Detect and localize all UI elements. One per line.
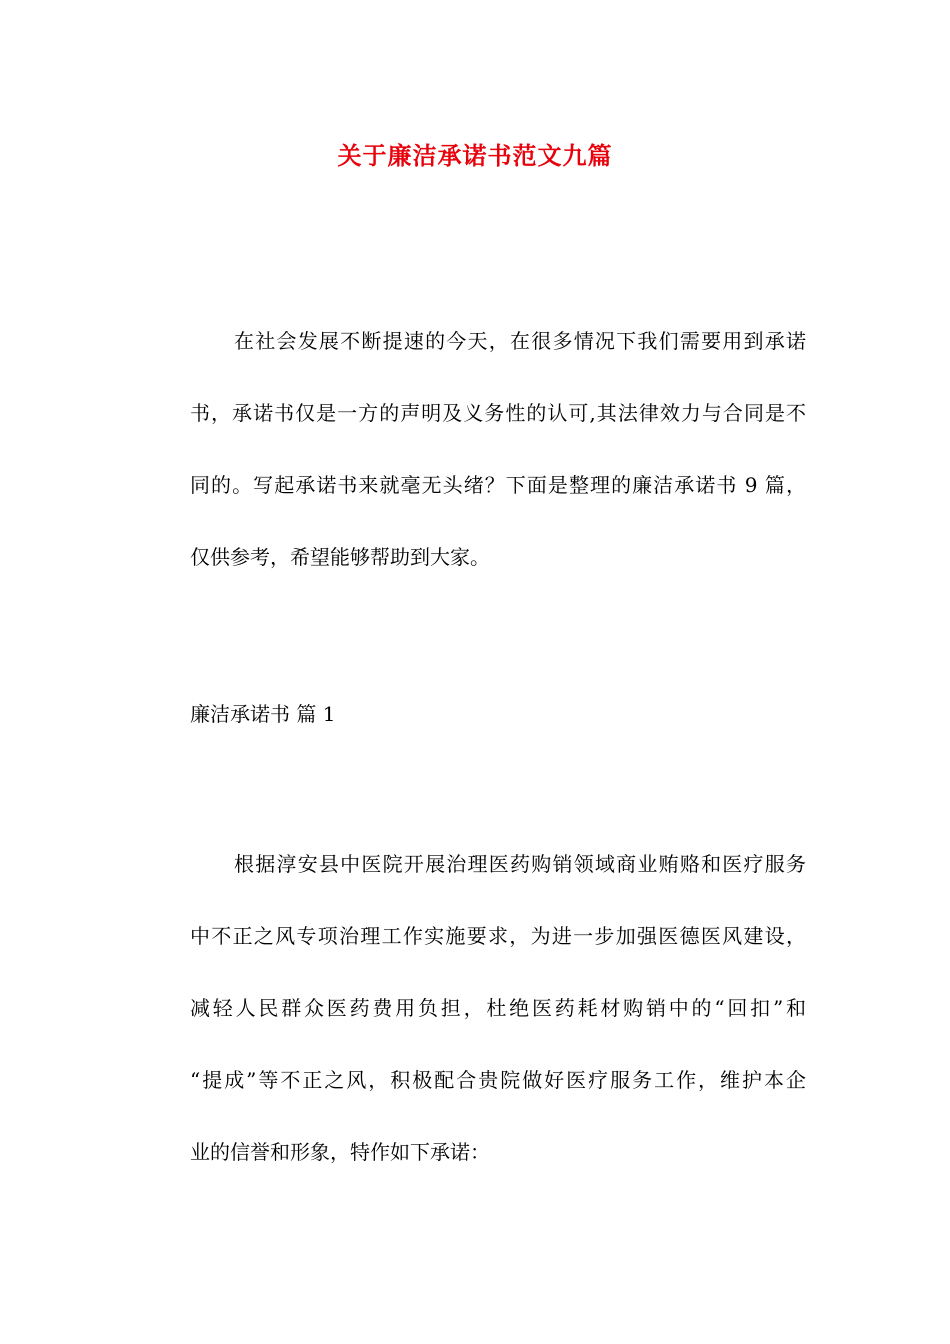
- document-title: 关于廉洁承诺书范文九篇: [337, 141, 613, 170]
- intro-line: 仅供参考，希望能够帮助到大家。: [190, 545, 490, 569]
- body-paragraph: [146, 828, 806, 1188]
- body-line: 中不正之风专项治理工作实施要求，为进一步加强医德医风建设，: [190, 924, 806, 948]
- section-heading: 廉洁承诺书 篇 1: [190, 702, 336, 726]
- body-line: “提成”等不正之风，积极配合贵院做好医疗服务工作，维护本企: [190, 1068, 806, 1092]
- body-line: 减轻人民群众医药费用负担，杜绝医药耗材购销中的“回扣”和: [190, 996, 806, 1020]
- intro-paragraph: [146, 305, 806, 593]
- intro-line: 书，承诺书仅是一方的声明及义务性的认可,其法律效力与合同是不: [190, 401, 806, 425]
- intro-line: 在社会发展不断提速的今天，在很多情况下我们需要用到承诺: [234, 329, 806, 353]
- body-line: 业的信誉和形象，特作如下承诺：: [190, 1140, 490, 1164]
- body-line: 根据淳安县中医院开展治理医药购销领域商业贿赂和医疗服务: [234, 852, 806, 876]
- intro-line: 同的。写起承诺书来就毫无头绪？下面是整理的廉洁承诺书 9 篇，: [190, 473, 806, 497]
